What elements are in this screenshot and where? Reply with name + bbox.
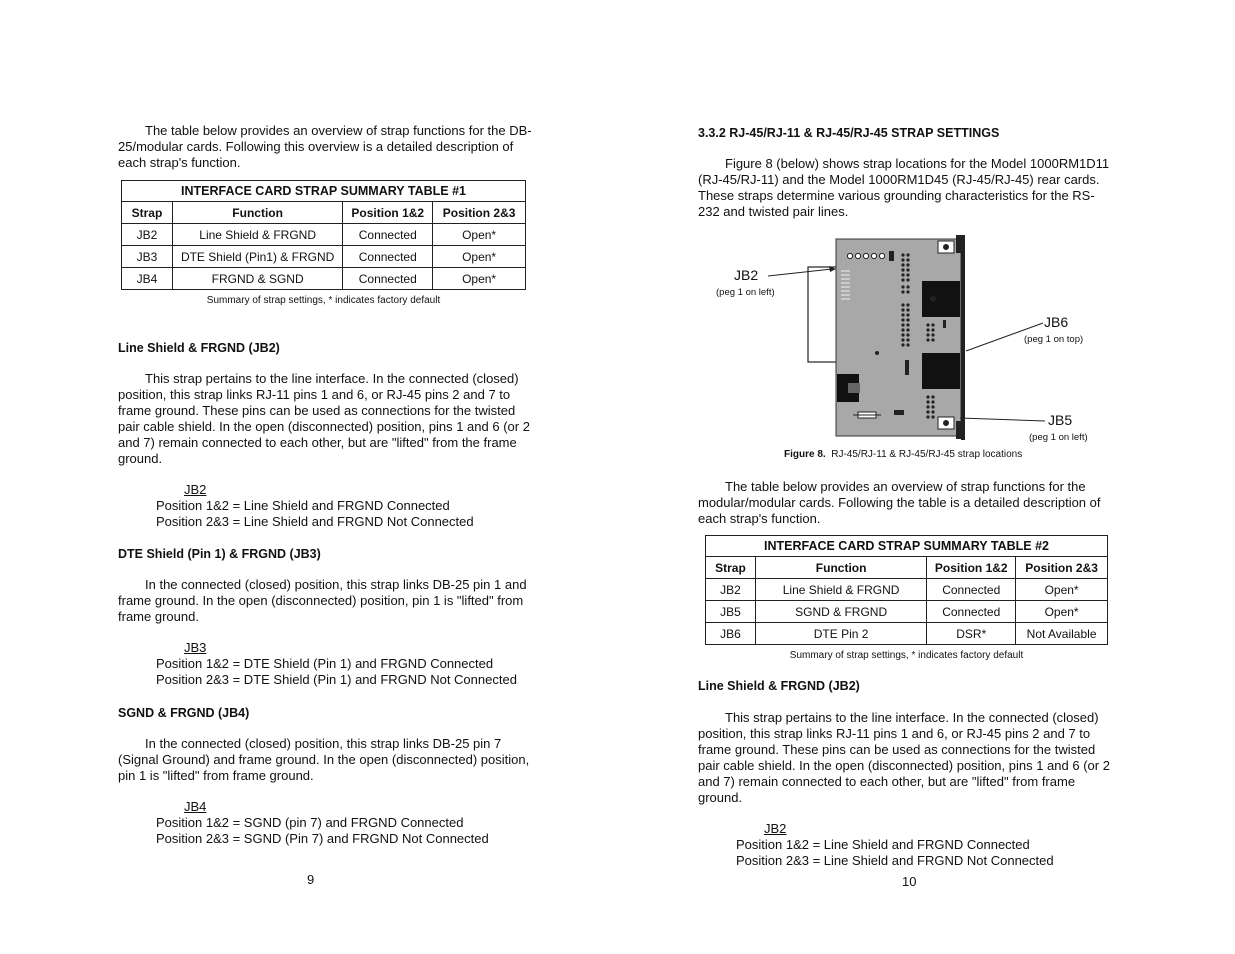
section-heading: SGND & FRGND (JB4) xyxy=(118,706,250,720)
figure-caption-text: RJ-45/RJ-11 & RJ-45/RJ-45 strap locations xyxy=(831,449,1023,460)
jumper-settings xyxy=(156,482,474,530)
section-heading: Line Shield & FRGND (JB2) xyxy=(698,679,860,693)
table-cell: Line Shield & FRGND xyxy=(755,579,926,601)
intro-paragraph: Figure 8 (below) shows strap locations for the Model 1000RM1D11 (RJ-45/RJ-11) and the Model 1000RM1D45 (RJ-45/RJ-45) rear cards. These straps determine various grounding characteristics for the RS-232 and twisted pair lines. xyxy=(698,156,1110,219)
table-cell: JB3 xyxy=(122,246,173,268)
table-cell: Open* xyxy=(1016,579,1108,601)
position-2-3: Position 2&3 = Line Shield and FRGND Not Connected xyxy=(736,853,1054,868)
table-title: INTERFACE CARD STRAP SUMMARY TABLE #2 xyxy=(706,536,1108,557)
column-header: Position 2&3 xyxy=(433,202,526,224)
page-number: 9 xyxy=(307,872,315,887)
column-header: Function xyxy=(172,202,342,224)
table-cell: Connected xyxy=(343,246,433,268)
table-cell: Open* xyxy=(1016,601,1108,623)
jumper-settings xyxy=(156,799,489,847)
rear-bracket xyxy=(961,235,965,440)
table-cell: FRGND & SGND xyxy=(172,268,342,290)
rj-connector-top xyxy=(922,281,960,317)
jb6-note: (peg 1 on top) xyxy=(1024,334,1084,345)
strap-summary-table-2 xyxy=(705,535,1108,645)
jumper-settings xyxy=(156,640,517,688)
table-cell: DSR* xyxy=(927,623,1016,645)
table-row xyxy=(706,623,1108,645)
strap-location-figure xyxy=(698,225,1113,445)
jumper-label: JB2 xyxy=(184,482,207,497)
section-heading: DTE Shield (Pin 1) & FRGND (JB3) xyxy=(118,547,321,561)
position-2-3: Position 2&3 = DTE Shield (Pin 1) and FRGND Not Connected xyxy=(156,672,517,687)
column-header: Position 2&3 xyxy=(1016,557,1108,579)
section-body: This strap pertains to the line interface. In the connected (closed) position, this strap links RJ-11 pins 1 and 6, or RJ-45 pins 2 and 7 to frame ground. These pins can be used as connections for the twisted pair cable shield. In the open (disconnected) position, pins 1 and 6 (or 2 and 7) remain connected to each other, but are "lifted" from frame ground. xyxy=(698,710,1110,805)
jumper-label: JB2 xyxy=(764,821,787,836)
table-cell: Open* xyxy=(433,224,526,246)
table-cell: JB5 xyxy=(706,601,756,623)
table-row xyxy=(706,601,1108,623)
section-body: This strap pertains to the line interface. In the connected (closed) position, this strap links RJ-11 pins 1 and 6, or RJ-45 pins 2 and 7 to frame ground. These pins can be used as connections for the twisted pair cable shield. In the open (disconnected) position, pins 1 and 6 (or 2 and 7) remain connected to each other, but are "lifted" from the frame ground. xyxy=(118,371,530,466)
table-row xyxy=(122,246,526,268)
table-cell: JB4 xyxy=(122,268,173,290)
column-header: Strap xyxy=(122,202,173,224)
section-body: In the connected (closed) position, this strap links DB-25 pin 1 and frame ground. In the open (disconnected) position, pin 1 is "lifted" from frame ground. xyxy=(118,577,527,624)
intro-paragraph: The table below provides an overview of strap functions for the DB-25/modular cards. Following this overview is a detailed description of each strap's function. xyxy=(118,123,532,170)
table-cell: Connected xyxy=(343,268,433,290)
table-row xyxy=(706,579,1108,601)
column-header: Position 1&2 xyxy=(927,557,1016,579)
position-2-3: Position 2&3 = SGND (Pin 7) and FRGND Not Connected xyxy=(156,831,489,846)
table-cell: DTE Shield (Pin1) & FRGND xyxy=(172,246,342,268)
circuit-board xyxy=(836,239,961,436)
table-cell: Connected xyxy=(927,579,1016,601)
table-cell: Open* xyxy=(433,246,526,268)
table-title: INTERFACE CARD STRAP SUMMARY TABLE #1 xyxy=(122,181,526,202)
edge-connector xyxy=(808,267,840,362)
table-row xyxy=(122,224,526,246)
jb5-label: JB5 xyxy=(1048,412,1073,428)
position-1-2: Position 1&2 = Line Shield and FRGND Connected xyxy=(156,498,450,513)
figure-caption xyxy=(784,449,1022,460)
section-heading: Line Shield & FRGND (JB2) xyxy=(118,341,280,355)
table-cell: Not Available xyxy=(1016,623,1108,645)
page-number: 10 xyxy=(902,874,917,889)
table-cell: JB6 xyxy=(706,623,756,645)
jumper-settings xyxy=(736,821,1054,869)
position-1-2: Position 1&2 = Line Shield and FRGND Connected xyxy=(736,837,1030,852)
table-cell: JB2 xyxy=(706,579,756,601)
table-caption: Summary of strap settings, * indicates factory default xyxy=(789,650,1024,661)
column-header: Position 1&2 xyxy=(343,202,433,224)
table-cell: Connected xyxy=(927,601,1016,623)
table-cell: Open* xyxy=(433,268,526,290)
position-2-3: Position 2&3 = Line Shield and FRGND Not Connected xyxy=(156,514,474,529)
table-cell: JB2 xyxy=(122,224,173,246)
jb6-label: JB6 xyxy=(1044,314,1069,330)
jumper-label: JB4 xyxy=(184,799,207,814)
column-header: Function xyxy=(755,557,926,579)
jb2-note: (peg 1 on left) xyxy=(716,287,775,298)
column-header: Strap xyxy=(706,557,756,579)
strap-summary-table-1 xyxy=(121,180,526,290)
table-cell: SGND & FRGND xyxy=(755,601,926,623)
jb2-label: JB2 xyxy=(734,267,759,283)
table-row xyxy=(122,268,526,290)
table-cell: DTE Pin 2 xyxy=(755,623,926,645)
section-body: In the connected (closed) position, this strap links DB-25 pin 7 (Signal Ground) and frame ground. In the open (disconnected) position, pin 1 is "lifted" from frame ground. xyxy=(118,736,530,783)
jb5-note: (peg 1 on left) xyxy=(1029,432,1088,443)
jumper-label: JB3 xyxy=(184,640,207,655)
position-1-2: Position 1&2 = SGND (pin 7) and FRGND Connected xyxy=(156,815,464,830)
intro-paragraph-2: The table below provides an overview of strap functions for the modular/modular cards. Following the table is a detailed description of each strap's function. xyxy=(698,479,1101,526)
table-cell: Connected xyxy=(343,224,433,246)
figure-caption-label: Figure 8. xyxy=(784,449,826,460)
position-1-2: Position 1&2 = DTE Shield (Pin 1) and FRGND Connected xyxy=(156,656,494,671)
rj-connector-bottom xyxy=(922,353,960,389)
jb5-leader-line xyxy=(960,418,1045,421)
section-heading: 3.3.2 RJ-45/RJ-11 & RJ-45/RJ-45 STRAP SETTINGS xyxy=(698,126,1000,140)
table-caption: Summary of strap settings, * indicates factory default xyxy=(206,295,441,306)
table-cell: Line Shield & FRGND xyxy=(172,224,342,246)
